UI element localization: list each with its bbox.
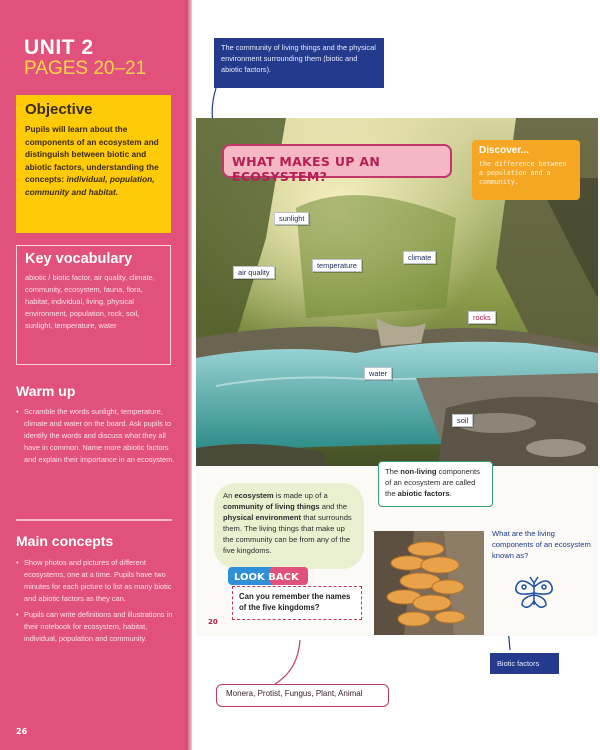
main-concepts-item: • Pupils can write definitions and illustrations in their notebook for ecosystem, habitat, individual, population and community. xyxy=(16,609,176,645)
ecosystem-definition-bubble: An ecosystem is made up of a community of living things and the physical environment that surrounds them. The living things that make up the community can be from any of the five kingdoms. xyxy=(214,483,364,569)
textbook-page xyxy=(196,118,598,636)
vocabulary-heading: Key vocabulary xyxy=(25,251,133,267)
kingdoms-answer-callout: Monera, Protist, Fungus, Plant, Animal xyxy=(216,684,389,707)
discover-text: the difference between a population and a community. xyxy=(479,160,567,186)
label-soil: soil xyxy=(452,414,473,427)
page-title-text: WHAT MAKES UP AN ECOSYSTEM? xyxy=(232,154,381,184)
vocabulary-list: abiotic / biotic factor, air quality, climate, community, ecosystem, fauna, flora, habitat, individual, living, physical environment, population, rock, soil, sunlight, temperature, water xyxy=(25,273,155,330)
page-title xyxy=(222,144,452,184)
label-rocks: rocks xyxy=(468,311,496,324)
label-temperature: temperature xyxy=(312,259,362,272)
warm-up-heading: Warm up xyxy=(16,383,76,399)
objective-heading: Objective xyxy=(25,101,93,118)
look-back-badge xyxy=(228,565,308,587)
label-air-quality: air quality xyxy=(233,266,275,279)
biotic-factors-callout: Biotic factors xyxy=(490,653,559,674)
book-page-number: 20 xyxy=(208,618,218,626)
page-number: 26 xyxy=(16,727,28,736)
look-back-text: LOOK BACK xyxy=(234,572,299,583)
main-concepts-heading: Main concepts xyxy=(16,533,114,549)
abiotic-definition-box: The non-living components of an ecosystem are called the abiotic factors. xyxy=(378,461,493,507)
discover-box xyxy=(472,140,580,200)
label-water: water xyxy=(364,367,392,380)
label-climate: climate xyxy=(403,251,436,264)
ecosystem-definition-callout: The community of living things and the physical environment surrounding them (biotic and abiotic factors). xyxy=(214,38,384,88)
main-concepts-item: • Show photos and pictures of different ecosystems, one at a time. Pupils have two minutes for each picture to list as many biotic and abiotic factors as they can. xyxy=(16,557,176,605)
living-components-question: What are the living components of an ecosystem known as? xyxy=(492,529,591,560)
mushroom-photo xyxy=(374,531,484,635)
discover-heading: Discover... xyxy=(479,145,530,156)
unit-title: UNIT 2 xyxy=(24,36,94,59)
five-kingdoms-prompt: Can you remember the names of the five kingdoms? xyxy=(232,586,362,620)
label-sunlight: sunlight xyxy=(274,212,309,225)
warm-up-item: • Scramble the words sunlight, temperature, climate and water on the board. Ask pupils to identify the words and discuss what they all have in common. Name more abiotic factors and explain their importance in an ecosystem. xyxy=(16,406,176,466)
unit-pages: PAGES 20–21 xyxy=(24,58,147,79)
objective-text: Pupils will learn about the components of an ecosystem and distinguish between biotic and abiotic factors, understanding the concepts: individual, population, community and habitat. xyxy=(25,124,159,197)
butterfly-icon xyxy=(512,573,556,613)
